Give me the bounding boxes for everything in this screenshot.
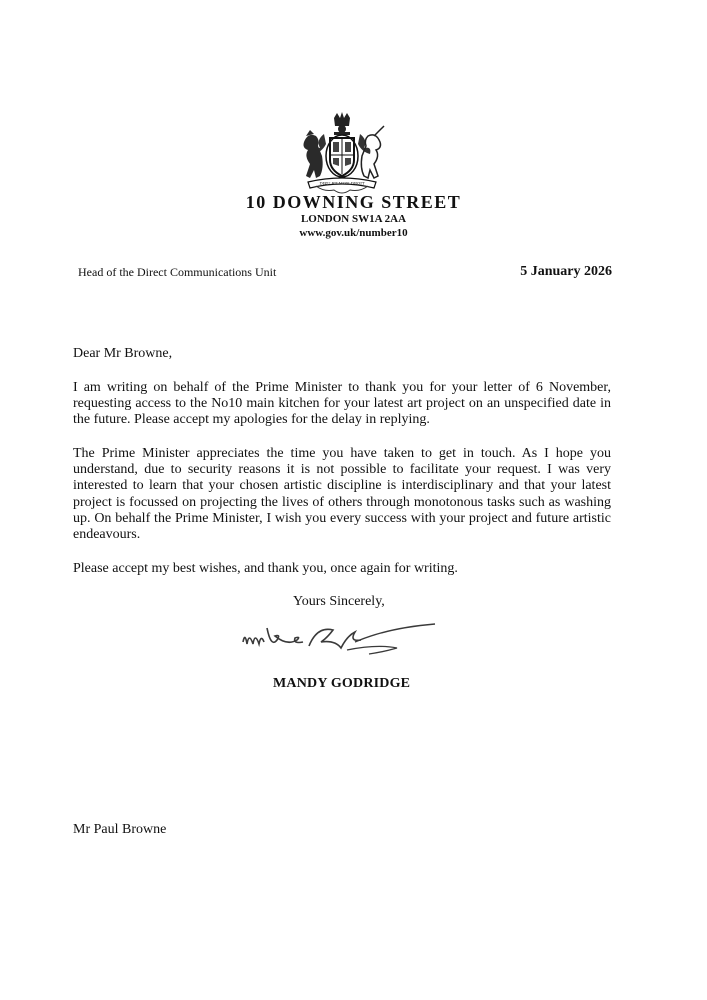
closing-line: Please accept my best wishes, and thank you, once again for writing. [73, 561, 458, 576]
address-website: www.gov.uk/number10 [299, 227, 408, 239]
paragraph-1: I am writing on behalf of the Prime Minister to thank you for your letter of 6 November, requesting access to the No10 main kitchen for your latest art project on an unspecified date in the future. Please accept my apologies for the delay in replying. [73, 380, 611, 428]
signatory-name: MANDY GODRIDGE [273, 676, 411, 691]
address-city-postcode: LONDON SW1A 2AA [300, 213, 407, 225]
recipient-name: Mr Paul Browne [73, 822, 167, 837]
handwritten-signature [237, 618, 442, 660]
sign-off: Yours Sincerely, [293, 594, 385, 609]
sender-department: Head of the Direct Communications Unit [78, 265, 277, 279]
paragraph-2: The Prime Minister appreciates the time you have taken to get in touch. As I hope you understand, due to security reasons it is not possible to facilitate your request. I was very interested to learn that your chosen artistic discipline is interdisciplinary and that your latest project is focussed on projecting the lives of others through monotonous tasks such as washing up. On behalf the Prime Minister, I wish you every success with your project and future artistic endeavours. [73, 446, 611, 543]
royal-crest-icon [294, 112, 390, 198]
letter-date: 5 January 2026 [520, 264, 612, 279]
crest-motto: DIEU ET MON DROIT [319, 180, 365, 186]
salutation: Dear Mr Browne, [73, 346, 173, 361]
address-title: 10 DOWNING STREET [245, 192, 462, 212]
